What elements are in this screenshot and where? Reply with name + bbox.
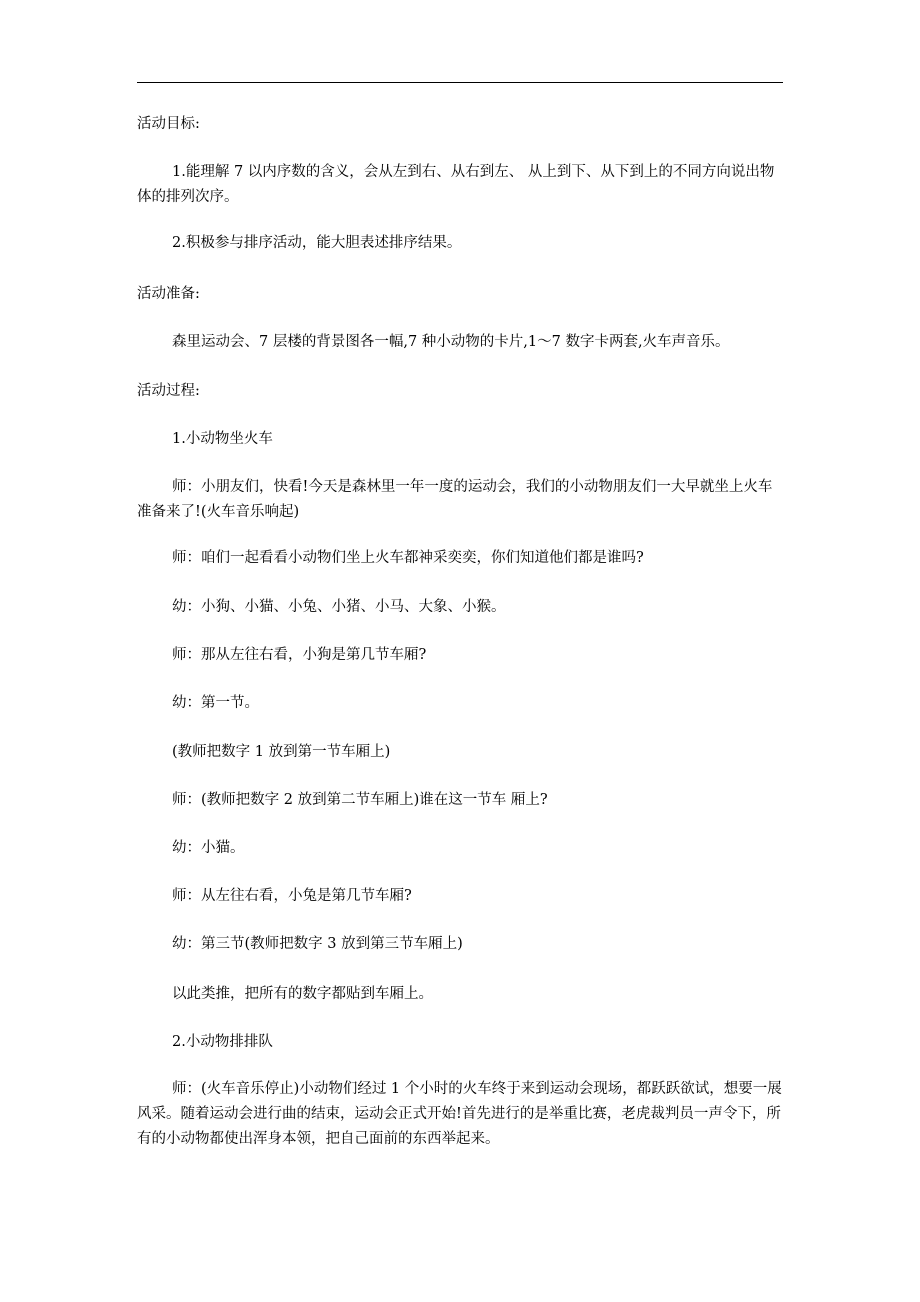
dialogue-1: 师：小朋友们，快看!今天是森林里一年一度的运动会，我们的小动物朋友们一大早就坐上火车准备来了!(火车音乐响起): [137, 479, 773, 520]
dialogue-2: 师：咱们一起看看小动物们坐上火车都神采奕奕，你们知道他们都是谁吗?: [172, 550, 644, 566]
dialogue-12: 师：(火车音乐停止)小动物们经过 1 个小时的火车终于来到运动会现场，都跃跃欲试，想要一展风采。随着运动会进行曲的结束，运动会正式开始!首先进行的是举重比赛，老虎裁判员一声令下，所有的小动物都使出浑身本领，把自己面前的东西举起来。: [137, 1081, 782, 1147]
section-1-title: 1.小动物坐火车: [172, 431, 273, 447]
dialogue-6: (教师把数字 1 放到第一节车厢上): [172, 744, 391, 760]
dialogue-3: 幼：小狗、小猫、小兔、小猪、小马、大象、小猴。: [172, 599, 506, 615]
dialogue-11: 以此类推，把所有的数字都贴到车厢上。: [172, 986, 433, 1002]
dialogue-10: 幼：第三节(教师把数字 3 放到第三节车厢上): [172, 936, 463, 952]
heading-prep: 活动准备:: [137, 286, 200, 302]
goal-2: 2.积极参与排序活动，能大胆表述排序结果。: [172, 235, 462, 251]
heading-goals: 活动目标:: [137, 116, 200, 132]
dialogue-7: 师：(教师把数字 2 放到第二节车厢上)谁在这一节车 厢上?: [172, 792, 548, 808]
goal-1: 1.能理解 7 以内序数的含义，会从左到右、从右到左、 从上到下、从下到上的不同方向说出物体的排列次序。: [137, 164, 775, 205]
dialogue-9: 师：从左往右看，小兔是第几节车厢?: [172, 888, 412, 904]
prep-text: 森里运动会、7 层楼的背景图各一幅,7 种小动物的卡片,1～7 数字卡两套,火车声音乐。: [172, 334, 730, 350]
dialogue-5: 幼：第一节。: [172, 695, 259, 711]
header-rule: [137, 82, 783, 83]
heading-process: 活动过程:: [137, 383, 200, 399]
dialogue-4: 师：那从左往右看，小狗是第几节车厢?: [172, 647, 427, 663]
dialogue-8: 幼：小猫。: [172, 840, 245, 856]
section-2-title: 2.小动物排排队: [172, 1034, 273, 1050]
